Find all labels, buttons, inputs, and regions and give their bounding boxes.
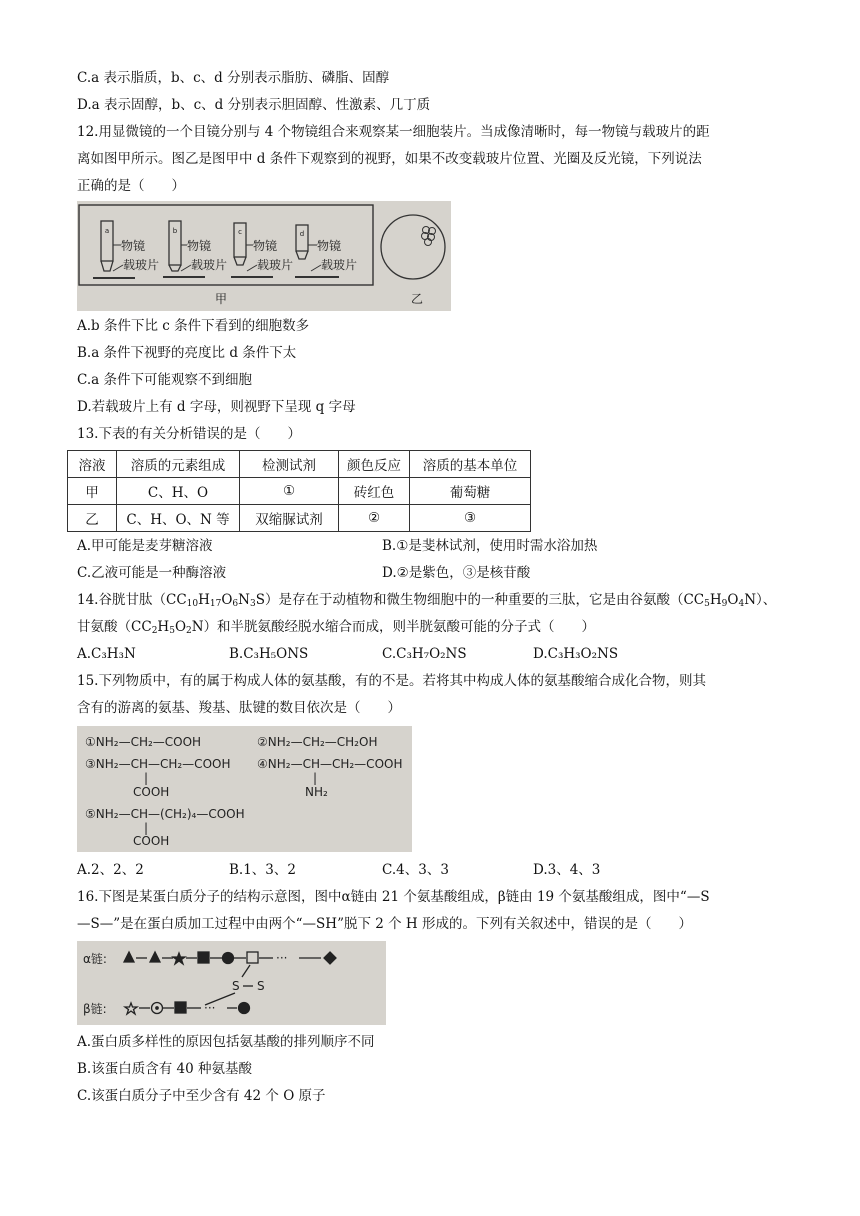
q15-stem-line1: 15.下列物质中，有的属于构成人体的氨基酸，有的不是。若将其中构成人体的氨基酸缩合成化合物，则其 [77,673,706,689]
circle-residue-icon [223,953,234,964]
q16-option-c: C.该蛋白质分子中至少含有 42 个 O 原子 [77,1088,326,1104]
table-header-cell: 检测试剂 [240,451,339,478]
compound-3-branch-bar: | [144,771,149,785]
objective-b-letter: b [172,227,178,235]
hollow-square-residue-icon [247,952,258,963]
table-cell: C、H、O [117,478,240,505]
q13-table [67,450,531,532]
q12-stem-line1: 12.用显微镜的一个目镜分别与 4 个物镜组合来观察某一细胞装片。当成像清晰时，每一物镜与载玻片的距 [77,124,710,140]
q14-option-b: B.C₃H₅ONS [229,646,309,662]
objective-a [93,221,159,278]
field-of-view [381,215,445,279]
q14-text: 14.谷胱甘肽（C [77,592,177,608]
q14-stem-line2 [77,617,595,637]
compound-1: ①NH₂—CH₂—COOH [85,735,202,749]
objective-b-label: 物镜 [187,239,212,253]
protein-structure-figure [77,941,386,1025]
objective-a-label: 物镜 [121,239,146,253]
slide-d-label: 载玻片 [321,258,358,272]
table-cell: ② [339,505,410,532]
compound-2: ②NH₂—CH₂—CH₂OH [257,735,378,749]
objective-d [295,225,357,277]
q14-option-d: D.C₃H₃O₂NS [533,646,619,662]
q13-option-a: A.甲可能是麦芽糖溶液 [77,538,213,554]
table-header-cell: 溶质的元素组成 [117,451,240,478]
table-cell: 甲 [68,478,117,505]
q14-text: ）和半胱氨酸经脱水缩合而成，则半胱氨酸可能的分子式（ ） [203,619,596,635]
table-cell: 乙 [68,505,117,532]
square-residue-icon [198,952,209,963]
beta-chain-dots: ··· [204,1001,216,1015]
q15-stem-line2: 含有的游离的氨基、羧基、肽键的数目依次是（ ） [77,700,401,716]
q15-option-c: C.4、3、3 [382,862,449,878]
table-row [68,478,531,505]
q12-stem-line3: 正确的是（ ） [77,178,185,194]
figure-yi-label: 乙 [411,292,424,306]
compound-5: ⑤NH₂—CH—(CH₂)₄—COOH [85,807,245,821]
sulfur-atom-1: S [232,979,240,993]
q16-stem-line2: —S—”是在蛋白质加工过程中由两个“—SH”脱下 2 个 H 形成的。下列有关叙述中，错误的是（ ） [77,916,693,932]
q14-option-c: C.C₃H₇O₂NS [382,646,467,662]
table-cell: ① [240,478,339,505]
compound-3-branch: COOH [133,785,170,799]
q11-option-d: D.a 表示固醇，b、c、d 分别表示胆固醇、性激素、几丁质 [77,97,431,113]
q15-option-b: B.1、3、2 [229,862,296,878]
compound-5-branch: COOH [133,834,170,848]
microscope-diagram [77,201,451,311]
disulfide-bond [205,965,253,1005]
objective-a-letter: a [104,227,110,235]
table-header-cell: 溶液 [68,451,117,478]
alpha-chain-dots: ··· [276,951,288,965]
beta-chain [125,1002,250,1014]
q16-stem-line1: 16.下图是某蛋白质分子的结构示意图，图中α链由 21 个氨基酸组成，β链由 19 个氨基酸组成，图中“—S [77,889,710,905]
compound-3: ③NH₂—CH—CH₂—COOH [85,757,231,771]
q11-option-c: C.a 表示脂质，b、c、d 分别表示脂肪、磷脂、固醇 [77,70,390,86]
protein-chain-diagram [77,941,386,1025]
table-cell: 葡萄糖 [410,478,531,505]
table-cell: ③ [410,505,531,532]
alpha-chain-label: α链: [83,952,107,966]
q15-option-d: D.3、4、3 [533,862,601,878]
table-row [68,505,531,532]
objective-c [231,223,293,277]
q16-option-b: B.该蛋白质含有 40 种氨基酸 [77,1061,252,1077]
objective-c-letter: c [238,228,242,236]
sulfur-atom-2: S [257,979,265,993]
glutamate-formula: $C_5H_9O_4N$ [693,592,757,609]
q14-stem-line1: 14.谷胱甘肽$(CC_{10}H_{17}O_6N_3S)$是存在于动植物和微生物细胞中的一种重要的三肽，它是由谷氨酸$(CC_5H_9O_4N)$、 [77,592,777,609]
q14-option-a: A.C₃H₃N [77,646,136,662]
slide-a-label: 载玻片 [123,258,160,272]
q14-text: 甘氨酸（C [77,619,142,635]
star-residue-icon [173,953,185,964]
hollow-star-residue-icon [125,1003,137,1014]
square-residue-icon [175,1002,186,1013]
q14-text: ）是存在于动植物和微生物细胞中的一种重要的三肽，它是由谷氨酸（C [264,592,694,608]
glutathione-formula: $C_{10}H_{17}O_6N_3S$ [176,592,265,609]
table-cell: 双缩脲试剂 [240,505,339,532]
slide-b-label: 载玻片 [191,258,228,272]
objective-c-label: 物镜 [253,239,278,253]
table-cell: C、H、O、N 等 [117,505,240,532]
table-cell: 砖红色 [339,478,410,505]
q16-option-a: A.蛋白质多样性的原因包括氨基酸的排列顺序不同 [77,1034,375,1050]
q13-stem: 13.下表的有关分析错误的是（ ） [77,426,301,442]
q12-stem-line2: 离如图甲所示。图乙是图甲中 d 条件下观察到的视野，如果不改变载玻片位置、光圈及反光镜，下列说法 [77,151,702,167]
objective-d-letter: d [299,230,305,238]
q12-option-b: B.a 条件下视野的亮度比 d 条件下太 [77,345,297,361]
diamond-residue-icon [324,952,336,964]
beta-chain-label: β链: [83,1002,107,1016]
slide-c-label: 载玻片 [257,258,294,272]
figure-jia-label: 甲 [215,292,228,306]
q12-option-a: A.b 条件下比 c 条件下看到的细胞数多 [77,318,310,334]
compound-4-branch: NH₂ [305,785,328,799]
q13-option-d: D.②是紫色，③是核苷酸 [382,565,531,581]
q15-option-a: A.2、2、2 [77,862,144,878]
triangle-residue-icon [124,952,134,962]
q12-option-d: D.若载玻片上有 d 字母，则视野下呈现 q 字母 [77,399,356,415]
q12-option-c: C.a 条件下可能观察不到细胞 [77,372,252,388]
amino-acid-structures [77,726,412,852]
objective-b [163,221,227,277]
glycine-formula: $C_2H_5O_2N$ [141,619,204,636]
table-header-row [68,451,531,478]
compound-4: ④NH₂—CH—CH₂—COOH [257,757,403,771]
compound-5-branch-bar: | [144,821,149,835]
table-header-cell: 溶质的基本单位 [410,451,531,478]
compound-4-branch-bar: | [313,771,318,785]
triangle-residue-icon [150,952,160,962]
microscope-figure [77,201,451,311]
circle-residue-icon [239,1003,250,1014]
alpha-chain [124,952,336,964]
q13-option-b: B.①是斐林试剂，使用时需水浴加热 [382,538,598,554]
objective-d-label: 物镜 [317,239,342,253]
amino-acid-figure [77,726,412,852]
table-header-cell: 颜色反应 [339,451,410,478]
q13-option-c: C.乙液可能是一种酶溶液 [77,565,227,581]
